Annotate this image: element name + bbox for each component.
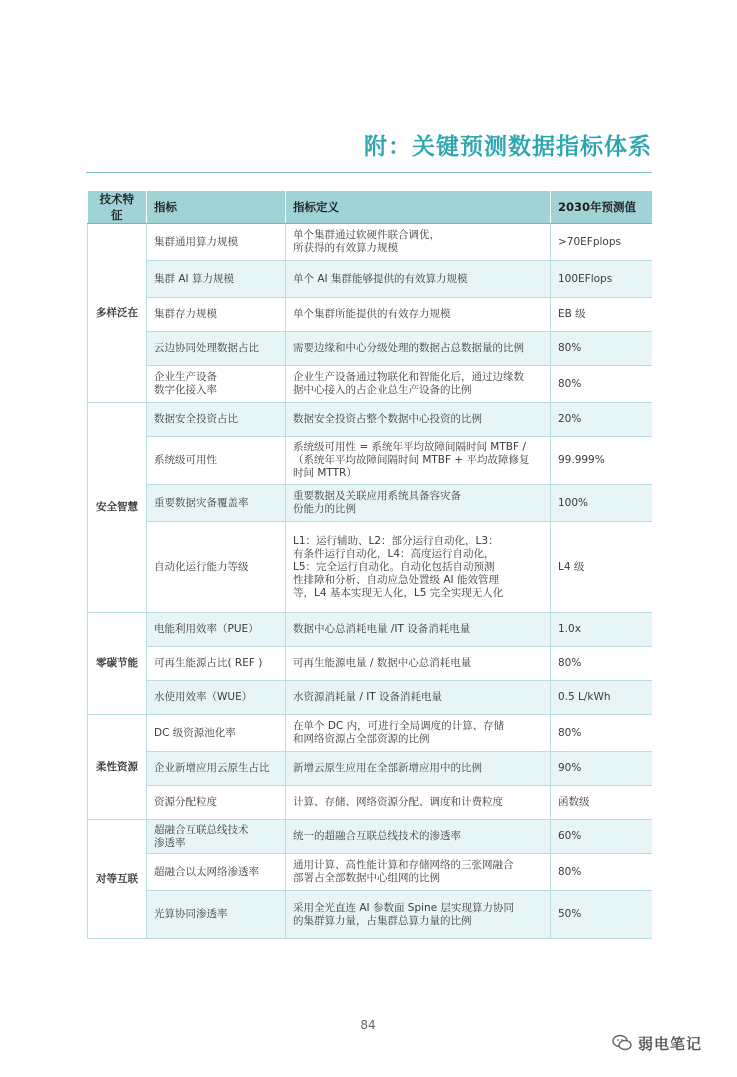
- watermark-text: 弱电笔记: [638, 1034, 703, 1053]
- metric-cell: 可再生能源占比( REF ): [147, 647, 286, 681]
- value-cell: 100%: [551, 485, 652, 522]
- category-cell: 安全智慧: [88, 403, 147, 613]
- value-cell: 80%: [551, 854, 652, 891]
- metric-cell: 光算协同渗透率: [147, 891, 286, 939]
- table-row: [88, 437, 652, 485]
- header-definition: 指标定义: [286, 191, 551, 224]
- metric-cell: 企业生产设备 数字化接入率: [147, 366, 286, 403]
- value-cell: 100EFlops: [551, 261, 652, 298]
- metric-cell: 电能利用效率（PUE）: [147, 613, 286, 647]
- value-cell: 80%: [551, 715, 652, 752]
- definition-cell: 计算、存储、网络资源分配、调度和计费粒度: [286, 786, 551, 820]
- value-cell: 1.0x: [551, 613, 652, 647]
- table-row: [88, 403, 652, 437]
- category-cell: 柔性资源: [88, 715, 147, 820]
- table-row: [88, 681, 652, 715]
- category-cell: 零碳节能: [88, 613, 147, 715]
- metric-cell: 云边协同处理数据占比: [147, 332, 286, 366]
- value-cell: >70EFplops: [551, 224, 652, 261]
- table-row: [88, 715, 652, 752]
- definition-cell: 采用全光直连 AI 参数面 Spine 层实现算力协同 的集群算力量，占集群总算力量的比例: [286, 891, 551, 939]
- metric-cell: 数据安全投资占比: [147, 403, 286, 437]
- metric-cell: 重要数据灾备覆盖率: [147, 485, 286, 522]
- metric-cell: 自动化运行能力等级: [147, 522, 286, 613]
- value-cell: 80%: [551, 332, 652, 366]
- header-forecast-2030: 2030年预测值: [551, 191, 652, 224]
- category-cell: 多样泛在: [88, 224, 147, 403]
- table-row: [88, 647, 652, 681]
- value-cell: 80%: [551, 647, 652, 681]
- definition-cell: L1：运行辅助、L2：部分运行自动化，L3： 有条件运行自动化，L4：高度运行自动化， L5：完全运行自动化。自动化包括自动预测 性排障和分析、自动应急处置级 AI 能效管理 等，L4 基本实现无人化，L5 完全实现无人化: [286, 522, 551, 613]
- value-cell: 90%: [551, 752, 652, 786]
- metric-cell: 集群通用算力规模: [147, 224, 286, 261]
- table-row: [88, 522, 652, 613]
- definition-cell: 可再生能源电量 / 数据中心总消耗电量: [286, 647, 551, 681]
- value-cell: 80%: [551, 366, 652, 403]
- value-cell: 60%: [551, 820, 652, 854]
- metric-cell: 企业新增应用云原生占比: [147, 752, 286, 786]
- definition-cell: 需要边缘和中心分级处理的数据占总数据量的比例: [286, 332, 551, 366]
- header-tech-feature: 技术特征: [88, 191, 147, 224]
- definition-cell: 系统级可用性 = 系统年平均故障间隔时间 MTBF / （系统年平均故障间隔时间 MTBF + 平均故障修复 时间 MTTR）: [286, 437, 551, 485]
- metric-cell: 水使用效率（WUE）: [147, 681, 286, 715]
- definition-cell: 在单个 DC 内，可进行全局调度的计算、存储 和网络资源占全部资源的比例: [286, 715, 551, 752]
- value-cell: L4 级: [551, 522, 652, 613]
- metric-cell: 资源分配粒度: [147, 786, 286, 820]
- wechat-icon: [612, 1034, 632, 1052]
- page-title: 附：关键预测数据指标体系: [364, 134, 652, 160]
- definition-cell: 数据安全投资占整个数据中心投资的比例: [286, 403, 551, 437]
- title-divider: [86, 172, 652, 173]
- table-row: [88, 298, 652, 332]
- definition-cell: 单个集群通过软硬件联合调优， 所获得的有效算力规模: [286, 224, 551, 261]
- table-row: [88, 366, 652, 403]
- table-row: [88, 820, 652, 854]
- metrics-table: [87, 191, 652, 939]
- table-row: [88, 786, 652, 820]
- header-metric: 指标: [147, 191, 286, 224]
- value-cell: 50%: [551, 891, 652, 939]
- definition-cell: 企业生产设备通过物联化和智能化后，通过边缘数 据中心接入的占企业总生产设备的比例: [286, 366, 551, 403]
- value-cell: 99.999%: [551, 437, 652, 485]
- table-body: [88, 224, 652, 939]
- page-number: 84: [360, 1018, 376, 1032]
- definition-cell: 单个 AI 集群能够提供的有效算力规模: [286, 261, 551, 298]
- value-cell: EB 级: [551, 298, 652, 332]
- value-cell: 20%: [551, 403, 652, 437]
- table-row: [88, 613, 652, 647]
- definition-cell: 新增云原生应用在全部新增应用中的比例: [286, 752, 551, 786]
- metric-cell: 集群存力规模: [147, 298, 286, 332]
- table-row: [88, 332, 652, 366]
- metric-cell: 超融合以太网络渗透率: [147, 854, 286, 891]
- table-row: [88, 485, 652, 522]
- metric-cell: 超融合互联总线技术 渗透率: [147, 820, 286, 854]
- table-row: [88, 891, 652, 939]
- table-header-row: [88, 191, 652, 224]
- metric-cell: 系统级可用性: [147, 437, 286, 485]
- table-row: [88, 854, 652, 891]
- table-row: [88, 261, 652, 298]
- category-cell: 对等互联: [88, 820, 147, 939]
- definition-cell: 单个集群所能提供的有效存力规模: [286, 298, 551, 332]
- metric-cell: DC 级资源池化率: [147, 715, 286, 752]
- value-cell: 0.5 L/kWh: [551, 681, 652, 715]
- definition-cell: 统一的超融合互联总线技术的渗透率: [286, 820, 551, 854]
- definition-cell: 重要数据及关联应用系统具备容灾备 份能力的比例: [286, 485, 551, 522]
- metric-cell: 集群 AI 算力规模: [147, 261, 286, 298]
- table-row: [88, 224, 652, 261]
- definition-cell: 水资源消耗量 / IT 设备消耗电量: [286, 681, 551, 715]
- value-cell: 函数级: [551, 786, 652, 820]
- definition-cell: 数据中心总消耗电量 /IT 设备消耗电量: [286, 613, 551, 647]
- definition-cell: 通用计算、高性能计算和存储网络的三张网融合 部署占全部数据中心组网的比例: [286, 854, 551, 891]
- watermark: [612, 1032, 702, 1054]
- table-row: [88, 752, 652, 786]
